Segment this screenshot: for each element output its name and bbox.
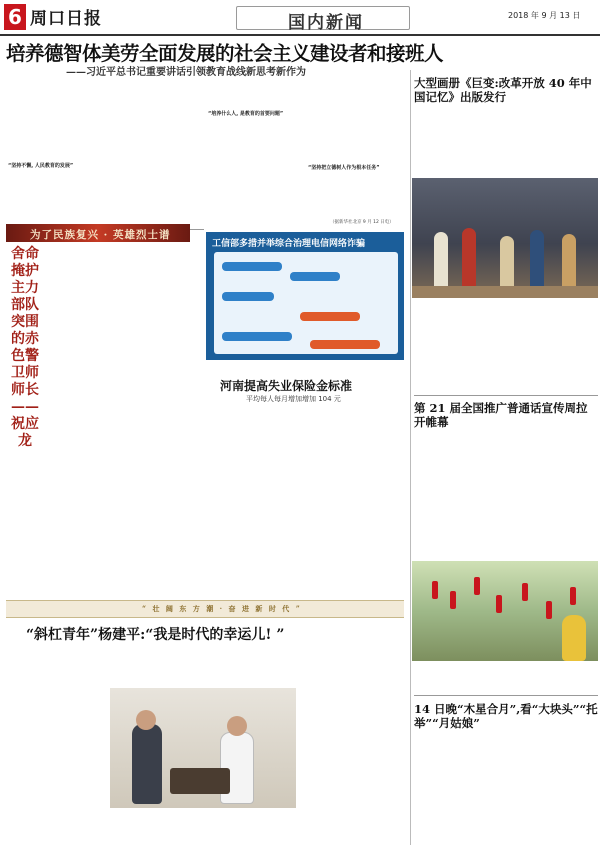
story2-headline[interactable]: 第 21 届全国推广普通话宣传周拉开帷幕 bbox=[414, 401, 588, 429]
yang-body-col2 bbox=[110, 644, 296, 686]
photo-figure bbox=[500, 236, 514, 288]
divider bbox=[414, 395, 598, 396]
infographic-chip bbox=[290, 272, 340, 281]
martyr-headline[interactable]: 舍命掩护主力部队突围的赤色警卫师师长——祝应龙 bbox=[11, 246, 39, 449]
stage-performance-photo bbox=[412, 178, 598, 298]
paper-name: 周口日报 bbox=[30, 9, 102, 29]
story3-body-col1 bbox=[414, 734, 502, 844]
yang-body-col3 bbox=[300, 644, 406, 844]
henan-body-col3 bbox=[342, 410, 406, 594]
lead-body-col2 bbox=[106, 78, 202, 220]
infographic-chip bbox=[300, 312, 360, 321]
photo-lantern bbox=[450, 591, 456, 609]
photo-lantern bbox=[432, 581, 438, 599]
yang-body-col1 bbox=[6, 644, 106, 844]
section-title: 国内新闻 bbox=[288, 13, 364, 33]
divider bbox=[414, 695, 598, 696]
story1-body-col2 bbox=[506, 108, 598, 176]
photo-lantern bbox=[474, 577, 480, 595]
story1-headline[interactable]: 大型画册《巨变:改革开放 40 年中国记忆》出版发行 bbox=[414, 76, 592, 104]
lead-headline[interactable]: 培养德智体美劳全面发展的社会主义建设者和接班人 bbox=[6, 42, 444, 65]
martyr-body-col1 bbox=[44, 246, 114, 576]
martyr-banner-text: 为了民族复兴 · 英雄烈士谱 bbox=[30, 229, 171, 241]
story2-body-col1 bbox=[414, 420, 502, 558]
lead-subhead-3: “坚持把立德树人作为根本任务” bbox=[308, 165, 380, 171]
lead-body-col4 bbox=[306, 78, 406, 228]
lead-subhead-1: “坚持不懈, 人民教育的发展” bbox=[8, 163, 74, 169]
era-banner-text: “ 壮 阔 东 方 潮 · 奋 进 新 时 代 ” bbox=[142, 604, 302, 613]
photo-lantern bbox=[570, 587, 576, 605]
lead-source: （据新华社北京 9 月 12 日电） bbox=[330, 220, 394, 225]
photo-figure bbox=[562, 234, 576, 288]
story1-body-col1 bbox=[414, 108, 502, 176]
story3-headline[interactable]: 14 日晚“木星合月”,看“大块头”“托举”“月姑娘” bbox=[414, 702, 598, 730]
lead-body-col1 bbox=[6, 78, 102, 220]
page-number: 6 bbox=[4, 4, 26, 30]
photo-person bbox=[132, 724, 162, 804]
photo-figure bbox=[530, 230, 544, 288]
stage-floor bbox=[412, 286, 598, 298]
photo-figure bbox=[434, 232, 448, 288]
photo-lantern bbox=[546, 601, 552, 619]
henan-subhead: 平均每人每月增加增加 104 元 bbox=[246, 395, 341, 403]
infographic-chip bbox=[222, 262, 282, 271]
yang-headline[interactable]: “斜杠青年”杨建平:“我是时代的幸运儿! ” bbox=[26, 627, 285, 643]
red-lantern-photo bbox=[412, 561, 598, 661]
story3-body-col2 bbox=[506, 734, 598, 844]
henan-headline[interactable]: 河南提高失业保险金标准 bbox=[220, 379, 353, 393]
photo-lantern bbox=[496, 595, 502, 613]
infographic-chip bbox=[222, 332, 292, 341]
lead-body-col3 bbox=[206, 78, 302, 228]
infographic-chip bbox=[310, 340, 380, 349]
photo-head bbox=[136, 710, 156, 730]
column-rule bbox=[410, 70, 411, 845]
lead-subhead: ——习近平总书记重要讲话引领教育战线新思考新作为 bbox=[66, 67, 306, 78]
lead-subhead-2: “培养什么人, 是教育的首要问题” bbox=[208, 111, 284, 117]
photo-person bbox=[562, 615, 586, 661]
masthead bbox=[0, 0, 600, 36]
martyr-body-col2 bbox=[118, 246, 202, 576]
henan-body-col2 bbox=[274, 410, 338, 594]
infographic-chip bbox=[222, 292, 274, 301]
photo-head bbox=[227, 716, 247, 736]
publication-date: 2018 年 9 月 13 日 bbox=[508, 11, 581, 20]
story2-body-col2 bbox=[506, 420, 598, 558]
henan-body-col1 bbox=[206, 410, 270, 594]
photo-figure bbox=[462, 228, 476, 288]
masthead-rule bbox=[0, 34, 600, 36]
photo-lantern bbox=[522, 583, 528, 601]
anti-fraud-title[interactable]: 工信部多措并举综合治理电信网络诈骗 bbox=[212, 239, 366, 249]
photo-desk bbox=[170, 768, 230, 794]
yang-photo bbox=[110, 688, 296, 808]
